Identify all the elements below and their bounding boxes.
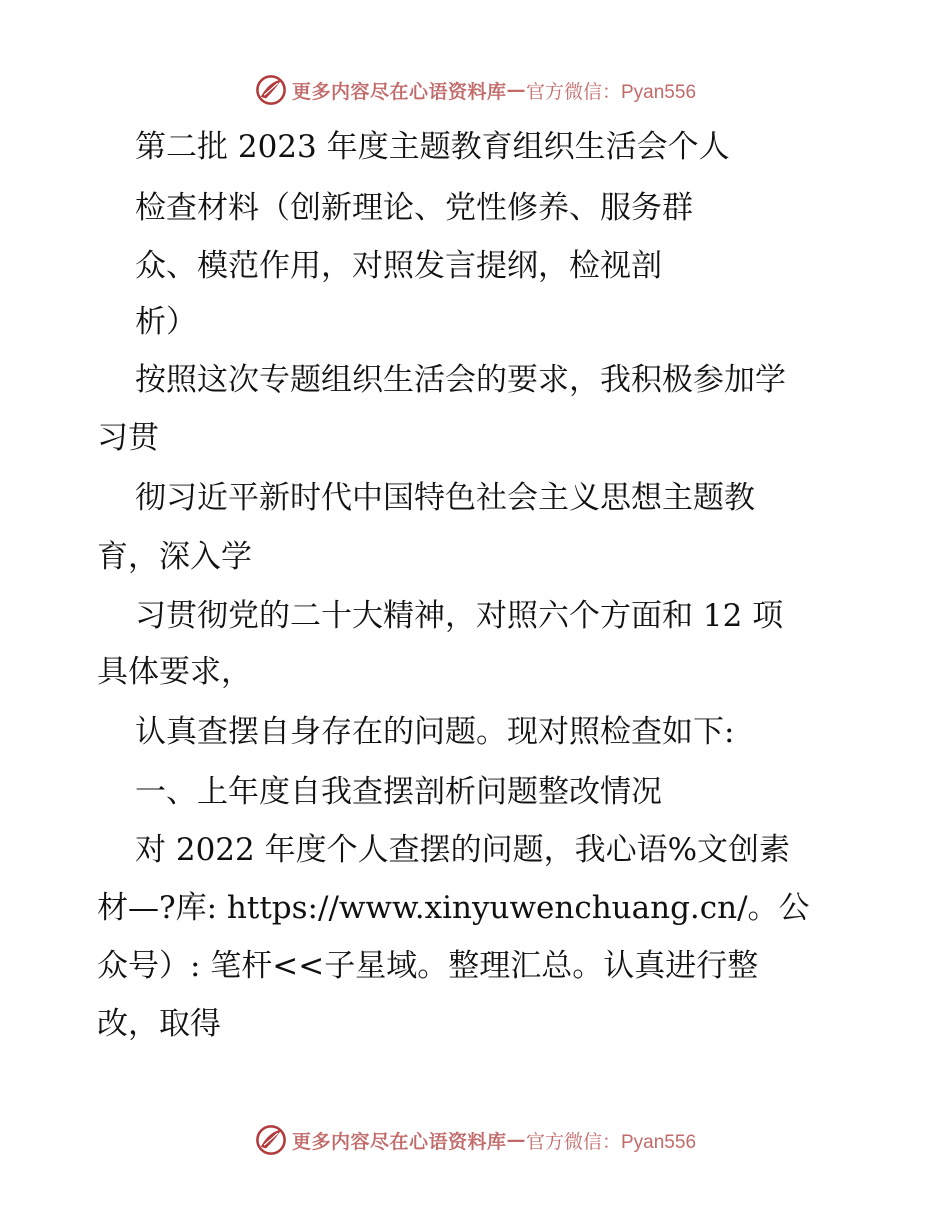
header-watermark	[0, 70, 950, 110]
paragraph-line: 彻习近平新时代中国特色社会主义思想主题教	[135, 480, 755, 516]
footer-watermark	[0, 1120, 950, 1160]
paragraph-line: 习贯	[97, 420, 159, 456]
watermark-wechat-text: 官方微信：Pyan556	[526, 1131, 697, 1153]
paragraph-line: 众号）: 笔杆<<子星域。整理汇总。认真进行整	[97, 948, 759, 984]
watermark-dash: —	[506, 79, 526, 101]
paragraph-line: 认真查摆自身存在的问题。现对照检查如下:	[135, 714, 735, 750]
watermark-wechat-text: 官方微信：Pyan556	[526, 81, 697, 103]
paragraph-line: 育，深入学	[97, 539, 252, 575]
pen-circle-logo-icon	[254, 1123, 288, 1157]
watermark-site-text: 更多内容尽在心语资料库	[291, 80, 507, 103]
paragraph-line: 材—?库: https://www.xinyuwenchuang.cn/。公	[97, 890, 810, 926]
paragraph-line: 改，取得	[97, 1006, 221, 1042]
section-heading: 一、上年度自我查摆剖析问题整改情况	[135, 774, 662, 810]
paragraph-line: 习贯彻党的二十大精神，对照六个方面和 12 项	[135, 598, 784, 634]
title-line-4: 析）	[135, 304, 197, 340]
paragraph-line: 按照这次专题组织生活会的要求，我积极参加学	[135, 362, 786, 398]
watermark-dash: —	[506, 1129, 526, 1151]
pen-circle-logo-icon	[254, 73, 288, 107]
paragraph-line: 对 2022 年度个人查摆的问题，我心语%文创素	[135, 832, 791, 868]
title-line-3: 众、模范作用，对照发言提纲，检视剖	[135, 248, 662, 284]
paragraph-line: 具体要求，	[97, 654, 252, 690]
title-line-2: 检查材料（创新理论、党性修养、服务群	[135, 190, 693, 226]
title-line-1: 第二批 2023 年度主题教育组织生活会个人	[135, 129, 730, 165]
watermark-site-text: 更多内容尽在心语资料库	[291, 1130, 507, 1153]
